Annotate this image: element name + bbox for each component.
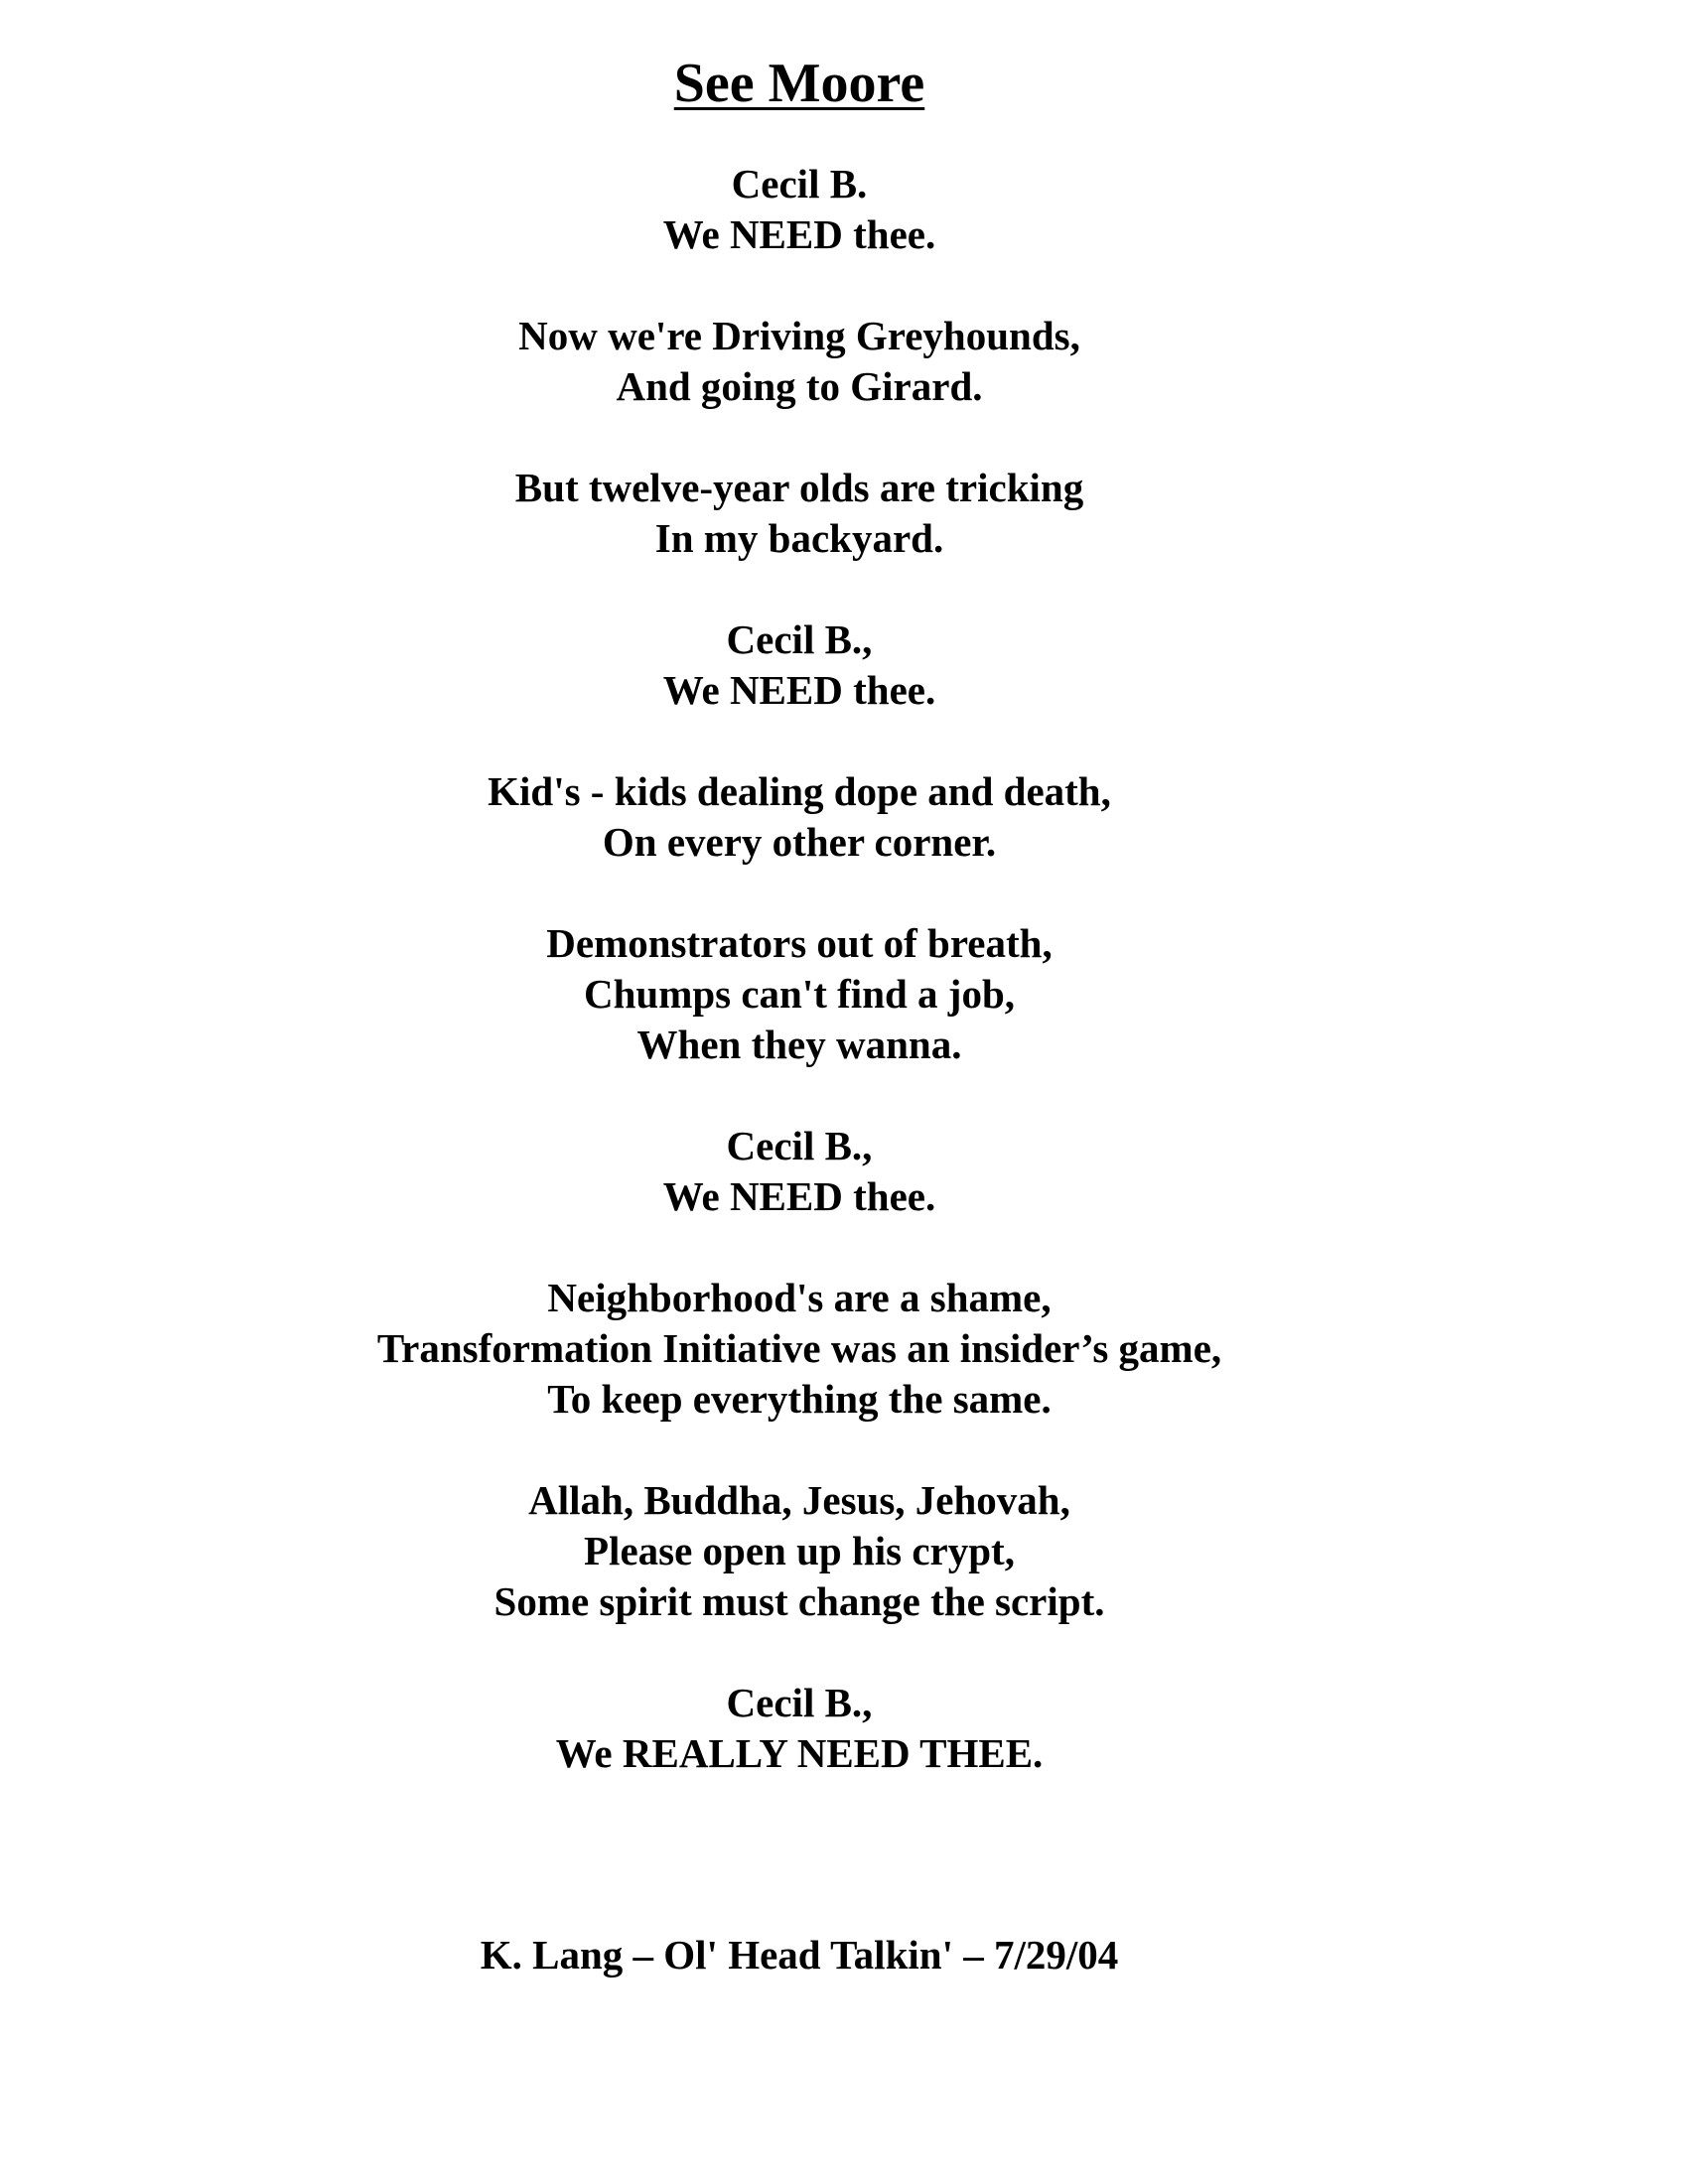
poem-title: See Moore — [673, 53, 925, 114]
poem-line: And going to Girard. — [616, 363, 983, 409]
poem-line: Demonstrators out of breath, — [546, 920, 1053, 966]
poem-line: Please open up his crypt, — [584, 1528, 1015, 1573]
stanza — [0, 918, 1599, 1070]
stanza — [0, 1475, 1599, 1627]
poem-line: But twelve-year olds are tricking — [514, 465, 1084, 510]
poem-line: Chumps can't find a job, — [583, 971, 1016, 1017]
author-signature-line: K. Lang – Ol' Head Talkin' – 7/29/04 — [480, 1932, 1119, 1978]
poem-line: Now we're Driving Greyhounds, — [518, 313, 1080, 358]
poem-line: In my backyard. — [654, 515, 944, 561]
stanza — [0, 1121, 1599, 1222]
stanza — [0, 463, 1599, 564]
stanza — [0, 1678, 1599, 1779]
stanza — [0, 159, 1599, 260]
poem-line: Transformation Initiative was an insider’s game, — [376, 1325, 1222, 1371]
stanza — [0, 766, 1599, 868]
stanza — [0, 1273, 1599, 1425]
poem-line: We NEED thee. — [662, 211, 936, 257]
poem-line: Cecil B., — [726, 616, 873, 662]
poem-line: Neighborhood's are a shame, — [547, 1275, 1052, 1320]
poem-line: Allah, Buddha, Jesus, Jehovah, — [528, 1477, 1070, 1523]
poem-line: We NEED thee. — [662, 667, 936, 713]
stanza — [0, 311, 1599, 412]
poem-line: Cecil B., — [726, 1123, 873, 1168]
poem-line: Cecil B., — [726, 1680, 873, 1725]
poem-line: Cecil B. — [731, 161, 868, 206]
stanza — [0, 614, 1599, 716]
poem-line: We NEED thee. — [662, 1173, 936, 1219]
poem-line: Kid's - kids dealing dope and death, — [488, 768, 1111, 814]
poem-line: We REALLY NEED THEE. — [555, 1730, 1044, 1776]
poem-line: On every other corner. — [602, 819, 997, 865]
poem-line: To keep everything the same. — [547, 1376, 1052, 1422]
poem-line: When they wanna. — [636, 1022, 962, 1067]
poem-body — [0, 159, 1599, 1830]
poem-line: Some spirit must change the script. — [493, 1578, 1105, 1624]
